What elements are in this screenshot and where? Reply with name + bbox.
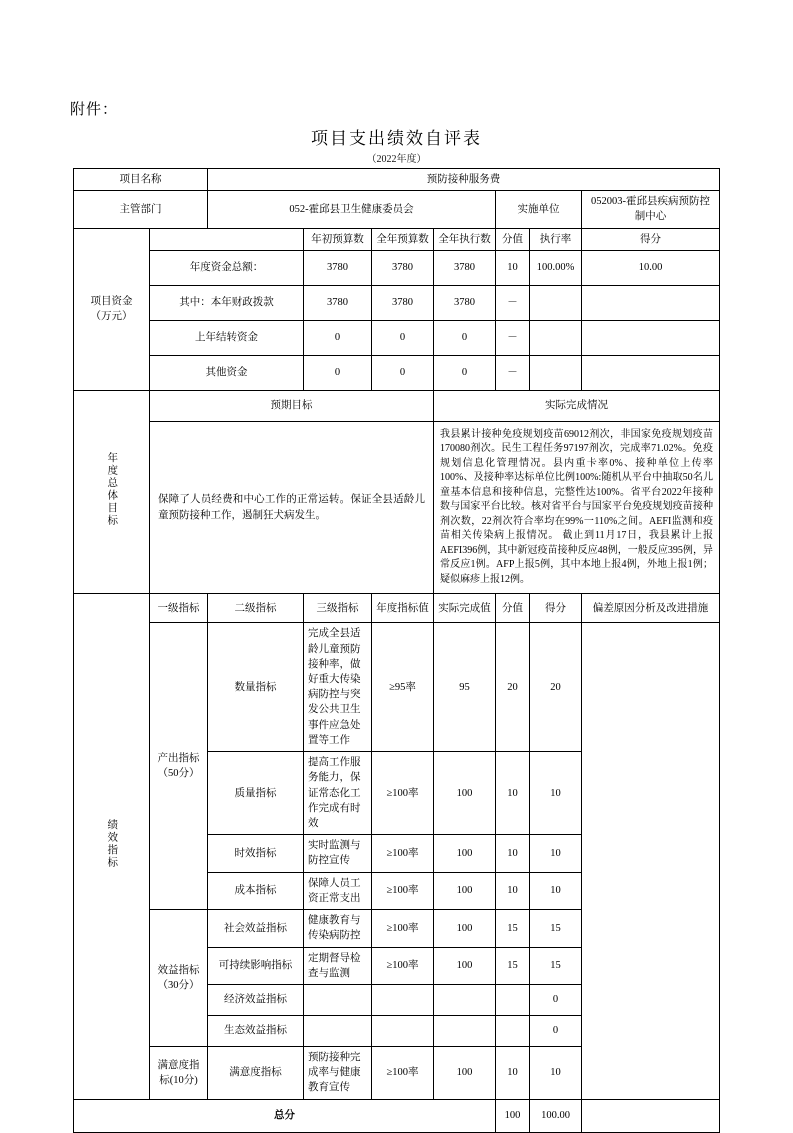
funds-cell-3-0: 0 (304, 355, 372, 390)
perf-score: 20 (496, 623, 530, 752)
perf-actual: 100 (434, 752, 496, 835)
table-row (74, 320, 720, 355)
perf-target: ≥100率 (372, 910, 434, 947)
funds-header-5: 得分 (582, 228, 720, 250)
perf-actual: 95 (434, 623, 496, 752)
funds-row-label-3: 其他资金 (150, 355, 304, 390)
perf-target: ≥100率 (372, 835, 434, 872)
funds-cell-3-1: 0 (372, 355, 434, 390)
perf-level3: 健康教育与传染病防控 (304, 910, 372, 947)
perf-header-6: 得分 (530, 594, 582, 623)
table-row (74, 250, 720, 285)
table-row (74, 623, 720, 752)
annual-goal-side-label (74, 390, 150, 594)
perf-got: 10 (530, 872, 582, 909)
funds-cell-1-5 (582, 285, 720, 320)
perf-level3 (304, 984, 372, 1015)
table-row (74, 191, 720, 228)
funds-cell-0-3: 10 (496, 250, 530, 285)
perf-got: 10 (530, 835, 582, 872)
perf-level3 (304, 1015, 372, 1046)
perf-level2: 满意度指标 (208, 1046, 304, 1099)
perf-header-7: 偏差原因分析及改进措施 (582, 594, 720, 623)
perf-level2: 成本指标 (208, 872, 304, 909)
total-score: 100 (496, 1099, 530, 1132)
perf-level1-output (150, 623, 208, 910)
actual-result-header: 实际完成情况 (434, 390, 720, 421)
self-evaluation-table (73, 168, 720, 1133)
funds-cell-2-5 (582, 320, 720, 355)
perf-score: 15 (496, 947, 530, 984)
funds-cell-0-1: 3780 (372, 250, 434, 285)
total-got: 100.00 (530, 1099, 582, 1132)
perf-actual: 100 (434, 910, 496, 947)
perf-target: ≥100率 (372, 1046, 434, 1099)
perf-actual: 100 (434, 872, 496, 909)
table-row (74, 355, 720, 390)
funds-cell-3-4 (530, 355, 582, 390)
perf-header-5: 分值 (496, 594, 530, 623)
perf-score (496, 984, 530, 1015)
project-name-label: 项目名称 (74, 169, 208, 191)
table-row-total (74, 1099, 720, 1132)
perf-level1-benefit-line2: （30分） (157, 980, 200, 992)
funds-row-label-2: 上年结转资金 (150, 320, 304, 355)
perf-header-0: 一级指标 (150, 594, 208, 623)
funds-cell-1-1: 3780 (372, 285, 434, 320)
perf-actual: 100 (434, 947, 496, 984)
funds-cell-0-5: 10.00 (582, 250, 720, 285)
annual-goal-side-label-text: 年度总体目标 (106, 452, 118, 528)
perf-target (372, 1015, 434, 1046)
dept-label: 主管部门 (74, 191, 208, 228)
perf-target: ≥100率 (372, 872, 434, 909)
perf-score: 15 (496, 910, 530, 947)
funds-cell-0-0: 3780 (304, 250, 372, 285)
funds-cell-3-3: － (496, 355, 530, 390)
funds-header-4: 执行率 (530, 228, 582, 250)
funds-header-1: 全年预算数 (372, 228, 434, 250)
funds-cell-1-2: 3780 (434, 285, 496, 320)
attachment-label: 附件： (70, 102, 119, 118)
perf-level1-satisfaction-line2: 标(10分) (159, 1074, 198, 1086)
perf-level2: 生态效益指标 (208, 1015, 304, 1046)
perf-level1-satisfaction (150, 1046, 208, 1099)
perf-header-3: 年度指标值 (372, 594, 434, 623)
perf-got: 10 (530, 1046, 582, 1099)
perf-level2: 社会效益指标 (208, 910, 304, 947)
funds-side-label-line2: （万元） (90, 311, 133, 323)
perf-level2: 时效指标 (208, 835, 304, 872)
perf-target: ≥95率 (372, 623, 434, 752)
funds-cell-3-5 (582, 355, 720, 390)
funds-row-label-1: 其中：本年财政拨款 (150, 285, 304, 320)
perf-score: 10 (496, 835, 530, 872)
perf-level2: 经济效益指标 (208, 984, 304, 1015)
funds-cell-1-4 (530, 285, 582, 320)
perf-header-4: 实际完成值 (434, 594, 496, 623)
funds-cell-0-2: 3780 (434, 250, 496, 285)
funds-cell-2-1: 0 (372, 320, 434, 355)
perf-header-1: 二级指标 (208, 594, 304, 623)
perf-actual: 100 (434, 835, 496, 872)
perf-score: 10 (496, 872, 530, 909)
table-row (74, 594, 720, 623)
perf-note (582, 623, 720, 1099)
funds-header-3: 分值 (496, 228, 530, 250)
table-row (74, 169, 720, 191)
funds-cell-0-4: 100.00% (530, 250, 582, 285)
total-label: 总分 (74, 1099, 496, 1132)
page-subtitle: （2022年度） (366, 154, 427, 165)
table-row (74, 228, 720, 250)
performance-side-label-text: 绩效指标 (106, 818, 118, 869)
perf-got: 0 (530, 1015, 582, 1046)
funds-blank-cell (150, 228, 304, 250)
perf-got: 0 (530, 984, 582, 1015)
perf-score: 10 (496, 752, 530, 835)
unit-label: 实施单位 (496, 191, 582, 228)
perf-level1-output-line1: 产出指标 (157, 753, 200, 765)
perf-level1-output-line2: （50分） (157, 768, 200, 780)
perf-actual: 100 (434, 1046, 496, 1099)
funds-cell-2-0: 0 (304, 320, 372, 355)
perf-level3: 完成全县适龄儿童预防接种率，做好重大传染病防控与突发公共卫生事件应急处置等工作 (304, 623, 372, 752)
perf-level3: 实时监测与防控宣传 (304, 835, 372, 872)
expected-goal-header: 预期目标 (150, 390, 434, 421)
perf-level1-satisfaction-line1: 满意度指 (157, 1059, 200, 1071)
perf-target (372, 984, 434, 1015)
funds-cell-1-3: － (496, 285, 530, 320)
funds-row-label-0: 年度资金总额： (150, 250, 304, 285)
perf-got: 20 (530, 623, 582, 752)
perf-score (496, 1015, 530, 1046)
perf-got: 10 (530, 752, 582, 835)
perf-level3: 定期督导检查与监测 (304, 947, 372, 984)
table-row (74, 421, 720, 594)
unit-value: 052003-霍邱县疾病预防控制中心 (582, 191, 720, 228)
perf-got: 15 (530, 910, 582, 947)
perf-level3: 提高工作服务能力，保证常态化工作完成有时效 (304, 752, 372, 835)
perf-level3: 保障人员工资正常支出 (304, 872, 372, 909)
table-row (74, 390, 720, 421)
funds-cell-1-0: 3780 (304, 285, 372, 320)
project-name-value: 预防接种服务费 (208, 169, 720, 191)
page-title: 项目支出绩效自评表 (311, 129, 482, 148)
perf-level2: 数量指标 (208, 623, 304, 752)
perf-actual (434, 984, 496, 1015)
perf-level2: 质量指标 (208, 752, 304, 835)
funds-header-0: 年初预算数 (304, 228, 372, 250)
perf-target: ≥100率 (372, 752, 434, 835)
funds-header-2: 全年执行数 (434, 228, 496, 250)
perf-level1-benefit (150, 910, 208, 1047)
dept-value: 052-霍邱县卫生健康委员会 (208, 191, 496, 228)
funds-cell-3-2: 0 (434, 355, 496, 390)
perf-got: 15 (530, 947, 582, 984)
expected-goal-text: 保障了人员经费和中心工作的正常运转。保证全县适龄儿童预防接种工作，遏制狂犬病发生。 (150, 421, 434, 594)
actual-result-text: 我县累计接种免疫规划疫苗69012剂次，非国家免疫规划疫苗170080剂次。民生工程任务97197剂次，完成率71.02%。免疫规划信息化管理情况。县内重卡率0%、接种单位上传率100%、及接种率达标单位比例100%:随机从平台中抽取50名儿童基本信息和接种信息，完整性达100%。省平台2022年接种数与国家平台比较。核对省平台与国家平台免疫规划疫苗接种剂次数，22剂次符合率均在99%一110%之间。AEFI监测和疫苗相关传染病上报情况。 截止到11月17日，我县累计上报AEFI396例，其中新冠疫苗接种反应48例，一般反应395例，异常反应1例。AFP上报5例，其中本地上报4例，外地上报1例；疑似麻疹上报12例。 (434, 421, 720, 594)
perf-level1-benefit-line1: 效益指标 (157, 964, 200, 976)
perf-level2: 可持续影响指标 (208, 947, 304, 984)
funds-cell-2-3: － (496, 320, 530, 355)
perf-level3: 预防接种完成率与健康教育宣传 (304, 1046, 372, 1099)
perf-target: ≥100率 (372, 947, 434, 984)
funds-side-label (74, 228, 150, 390)
total-note (582, 1099, 720, 1132)
perf-header-2: 三级指标 (304, 594, 372, 623)
perf-actual (434, 1015, 496, 1046)
funds-cell-2-4 (530, 320, 582, 355)
funds-cell-2-2: 0 (434, 320, 496, 355)
table-row (74, 285, 720, 320)
perf-score: 10 (496, 1046, 530, 1099)
funds-side-label-line1: 项目资金 (90, 296, 133, 308)
performance-side-label (74, 594, 150, 1099)
